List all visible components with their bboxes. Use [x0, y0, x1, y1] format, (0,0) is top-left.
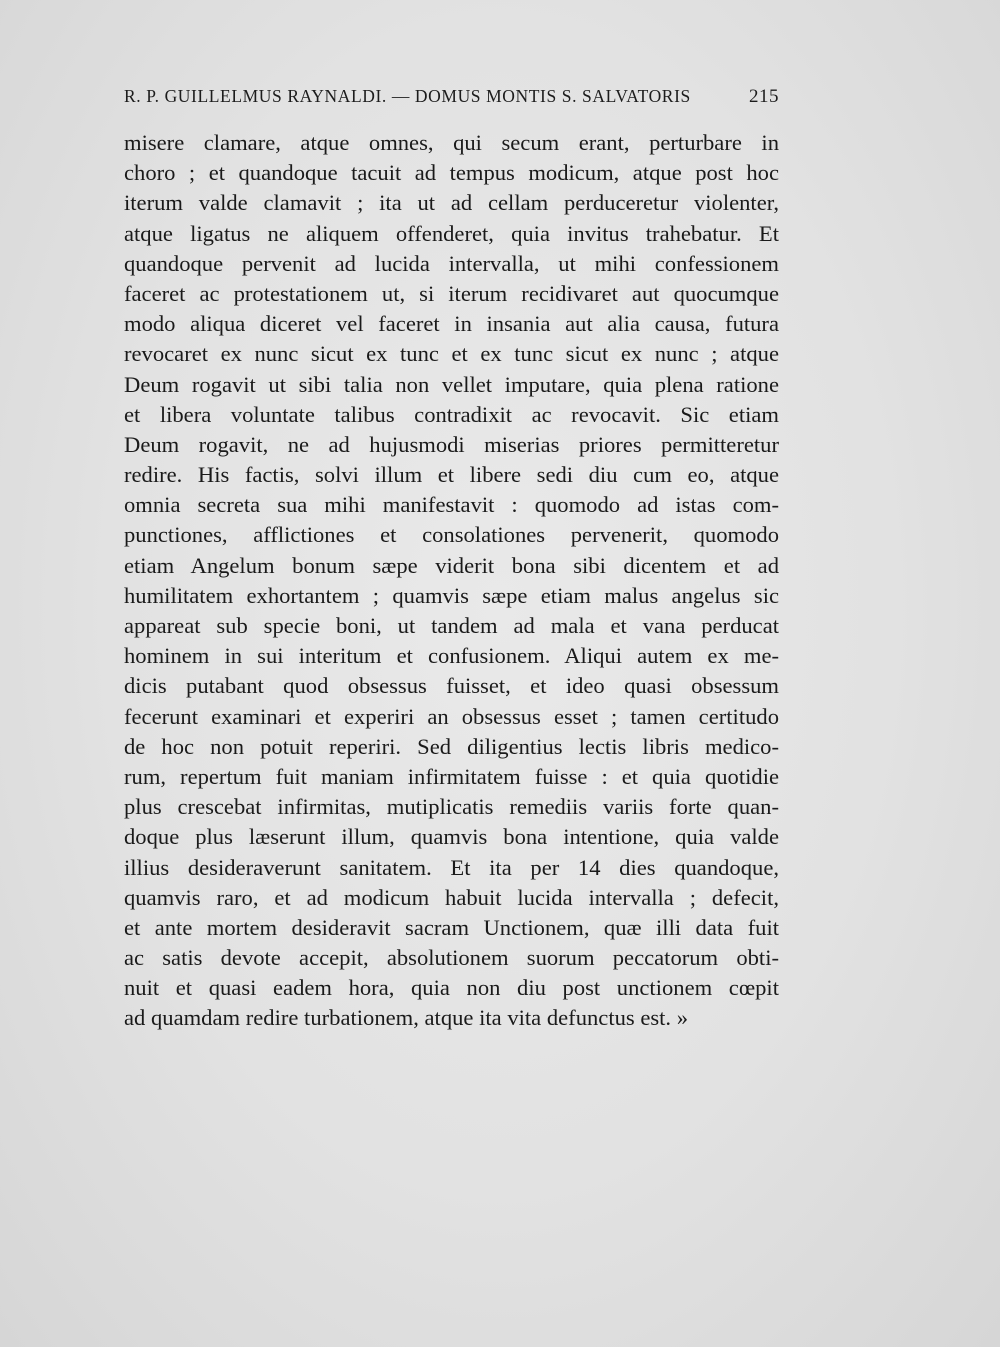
text-line: omnia secreta sua mihi manifestavit : quomodo ad istas com-	[124, 492, 779, 518]
text-line: humilitatem exhortantem ; quamvis sæpe etiam malus angelus sic	[124, 582, 779, 608]
text-line: appareat sub specie boni, ut tandem ad mala et vana perducat	[124, 613, 779, 638]
text-line: hominem in sui interitum et confusionem. Aliqui autem ex me-	[124, 643, 779, 669]
text-line: atque ligatus ne aliquem offenderet, quia invitus trahebatur. Et	[124, 220, 779, 246]
running-head	[124, 86, 779, 107]
text-line: nuit et quasi eadem hora, quia non diu post unctionem cœpit	[124, 975, 779, 1001]
text-line: redire. His factis, solvi illum et libere sedi diu cum eo, atque	[124, 462, 779, 488]
text-line: et libera voluntate talibus contradixit ac revocavit. Sic etiam	[124, 401, 779, 427]
text-line: Deum rogavit ut sibi talia non vellet imputare, quia plena ratione	[124, 371, 779, 397]
text-line: misere clamare, atque omnes, qui secum erant, perturbare in	[124, 130, 779, 155]
running-head-title: R. P. GUILLELMUS RAYNALDI. — DOMUS MONTIS S. SALVATORIS	[124, 86, 691, 106]
text-line: quamvis raro, et ad modicum habuit lucida intervalla ; defecit,	[124, 884, 779, 910]
text-line: etiam Angelum bonum sæpe viderit bona sibi dicentem et ad	[124, 552, 779, 578]
text-line: doque plus læserunt illum, quamvis bona intentione, quia valde	[124, 824, 779, 850]
text-line: faceret ac protestationem ut, si iterum recidivaret aut quocumque	[124, 280, 779, 306]
text-line: quandoque pervenit ad lucida intervalla, ut mihi confessionem	[124, 250, 779, 276]
page-number: 215	[749, 86, 779, 107]
text-line: illius desideraverunt sanitatem. Et ita per 14 dies quandoque,	[124, 854, 779, 880]
text-line: choro ; et quandoque tacuit ad tempus modicum, atque post hoc	[124, 160, 779, 186]
text-line: plus crescebat infirmitas, mutiplicatis remediis variis forte quan-	[124, 794, 779, 820]
text-line: dicis putabant quod obsessus fuisset, et ideo quasi obsessum	[124, 673, 779, 699]
text-line: Deum rogavit, ne ad hujusmodi miserias priores permitteretur	[124, 431, 779, 457]
text-line: punctiones, afflictiones et consolationes pervenerit, quomodo	[124, 522, 779, 548]
text-line: ad quamdam redire turbationem, atque ita vita defunctus est. »	[124, 1005, 689, 1031]
text-line: fecerunt examinari et experiri an obsessus esset ; tamen certitudo	[124, 703, 779, 729]
text-line: ac satis devote accepit, absolutionem suorum peccatorum obti-	[124, 945, 779, 971]
text-line: iterum valde clamavit ; ita ut ad cellam perduceretur violenter,	[124, 190, 779, 216]
text-line: de hoc non potuit reperiri. Sed diligentius lectis libris medico-	[124, 733, 779, 759]
text-line: et ante mortem desideravit sacram Unctionem, quæ illi data fuit	[124, 914, 779, 940]
text-line: revocaret ex nunc sicut ex tunc et ex tunc sicut ex nunc ; atque	[124, 341, 779, 367]
text-line: modo aliqua diceret vel faceret in insania aut alia causa, futura	[124, 311, 779, 337]
text-line: rum, repertum fuit maniam infirmitatem fuisse : et quia quotidie	[124, 763, 779, 789]
body-text	[124, 128, 779, 1034]
